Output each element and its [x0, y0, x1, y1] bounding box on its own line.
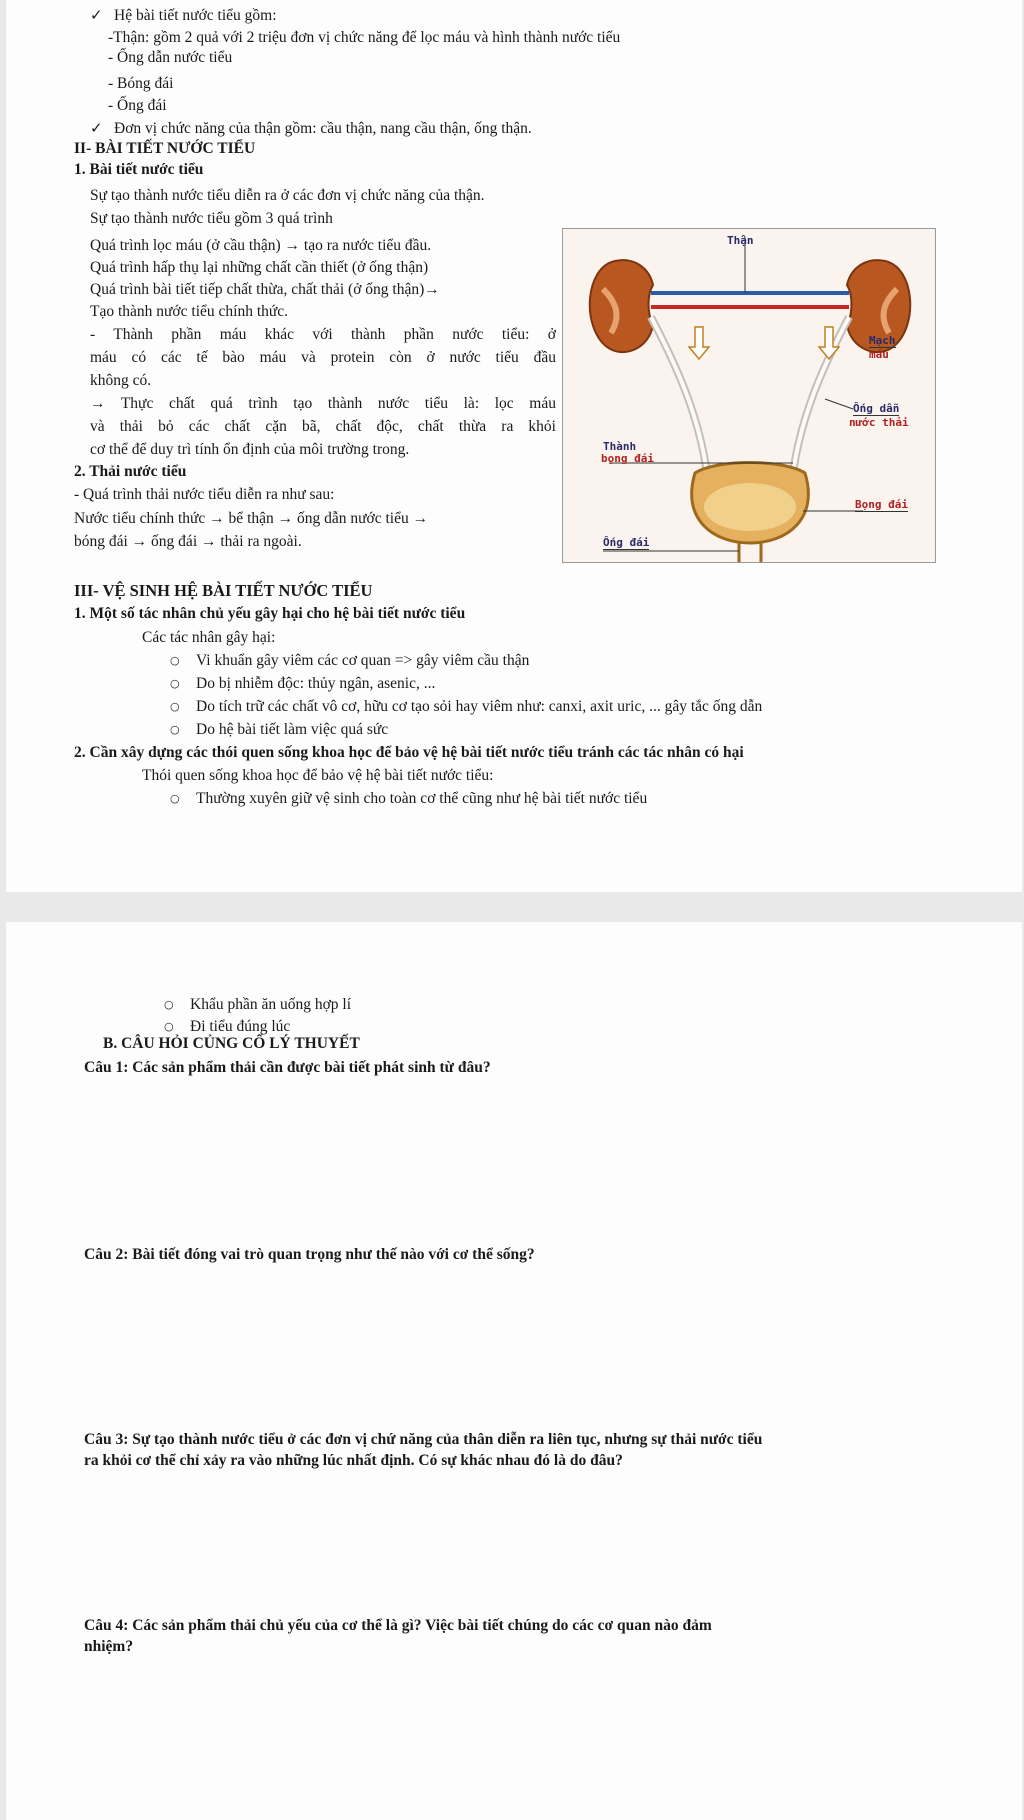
- subsection-heading: 2. Cần xây dựng các thói quen sống khoa học để bảo vệ hệ bài tiết nước tiểu tránh các tác nhân có hại: [74, 744, 744, 761]
- text-line: - Bóng đái: [108, 75, 174, 92]
- text-line: Sự tạo thành nước tiểu diễn ra ở các đơn vị chức năng của thận.: [90, 187, 485, 204]
- check-mark-icon: ✓: [90, 6, 103, 24]
- bullet-item: ○ Khẩu phần ăn uống hợp lí: [164, 996, 352, 1013]
- label-mau: máu: [869, 348, 889, 361]
- text-line: - Thành phần máu khác với thành phần nước tiểu: ở: [90, 326, 556, 343]
- document-page-1: [6, 0, 1022, 892]
- text-line: Quá trình lọc máu (ở cầu thận) → tạo ra nước tiểu đầu.: [90, 237, 432, 254]
- text-line: không có.: [90, 372, 152, 389]
- question-4-line-1: Câu 4: Các sản phẩm thải chủ yếu của cơ thể là gì? Việc bài tiết chúng do các cơ quan nào đảm: [84, 1617, 712, 1634]
- subsection-heading: 2. Thải nước tiểu: [74, 463, 187, 480]
- flow-arrow-left: [689, 327, 709, 359]
- bullet-item: ○ Do bị nhiễm độc: thủy ngân, asenic, ...: [170, 675, 436, 692]
- subsection-heading: 1. Bài tiết nước tiểu: [74, 161, 204, 178]
- hollow-circle-icon: ○: [170, 654, 180, 667]
- text-line: Nước tiểu chính thức → bể thận → ống dẫn nước tiểu →: [74, 510, 429, 527]
- ong-dan-pointer-line: [825, 399, 853, 409]
- question-1: Câu 1: Các sản phẩm thải cần được bài tiết phát sinh từ đâu?: [84, 1059, 491, 1076]
- text-line: Quá trình bài tiết tiếp chất thừa, chất thải (ở ống thận)→: [90, 281, 440, 298]
- question-3-line-1: Câu 3: Sự tạo thành nước tiểu ở các đơn vị chứ năng của thân diễn ra liên tục, nhưng sự thải nước tiểu: [84, 1431, 763, 1448]
- hollow-circle-icon: ○: [164, 1020, 174, 1033]
- label-ong-dai: Ống đái: [603, 536, 650, 549]
- text-line: bóng đái → ống đái → thải ra ngoài.: [74, 533, 302, 550]
- section-heading: B. CÂU HỎI CỦNG CỐ LÝ THUYẾT: [103, 1035, 360, 1052]
- text-line: Tạo thành nước tiểu chính thức.: [90, 303, 289, 320]
- bullet-item: ○ Vi khuẩn gây viêm các cơ quan => gây viêm cầu thận: [170, 652, 530, 669]
- text-line: - Quá trình thải nước tiểu diễn ra như sau:: [74, 486, 335, 503]
- text-line: máu có các tế bào máu và protein còn ở nước tiểu đầu: [90, 349, 556, 366]
- hollow-circle-icon: ○: [170, 700, 180, 713]
- hollow-circle-icon: ○: [164, 998, 174, 1011]
- label-mach: Mạch: [869, 334, 896, 347]
- bullet-item: ○ Do tích trữ các chất vô cơ, hữu cơ tạo sỏi hay viêm như: canxi, axit uric, ... gây tắc ống dẫn: [170, 698, 763, 715]
- text-line: - Ống đái: [108, 97, 167, 114]
- label-nuoc-thai: nước thải: [849, 416, 909, 429]
- bladder-inner: [704, 483, 796, 531]
- text-line: Thói quen sống khoa học để bảo vệ hệ bài tiết nước tiểu:: [142, 767, 494, 784]
- text-line: cơ thể để duy trì tính ổn định của môi trường trong.: [90, 441, 410, 458]
- section-heading: II- BÀI TIẾT NƯỚC TIỂU: [74, 140, 256, 157]
- text-line: Sự tạo thành nước tiểu gồm 3 quá trình: [90, 210, 333, 227]
- bullet-item: ○ Thường xuyên giữ vệ sinh cho toàn cơ thể cũng như hệ bài tiết nước tiểu: [170, 790, 648, 807]
- label-bong-dai-wall: bọng đái: [601, 452, 654, 465]
- label-ong-dan: Ống dẫn: [853, 402, 900, 415]
- hollow-circle-icon: ○: [170, 677, 180, 690]
- checklist-item: ✓ Đơn vị chức năng của thận gồm: cầu thận, nang cầu thận, ống thận.: [90, 119, 532, 137]
- label-bong-dai: Bọng đái: [855, 498, 908, 511]
- text-line: - Ống dẫn nước tiểu: [108, 49, 233, 66]
- hollow-circle-icon: ○: [170, 723, 180, 736]
- left-kidney-shape: [590, 260, 653, 352]
- document-page-2: [6, 922, 1022, 1820]
- label-than: Thận: [727, 234, 754, 247]
- question-4-line-2: nhiệm?: [84, 1638, 134, 1655]
- question-2: Câu 2: Bài tiết đóng vai trò quan trọng như thế nào với cơ thể sống?: [84, 1246, 535, 1263]
- urinary-system-diagram: [562, 228, 936, 563]
- text-line: Quá trình hấp thụ lại những chất cần thiết (ở ống thận): [90, 259, 429, 276]
- text-line: Các tác nhân gây hại:: [142, 629, 276, 646]
- bullet-item: ○ Do hệ bài tiết làm việc quá sức: [170, 721, 389, 738]
- hollow-circle-icon: ○: [170, 792, 180, 805]
- checklist-item: ✓ Hệ bài tiết nước tiểu gồm:: [90, 6, 277, 24]
- check-mark-icon: ✓: [90, 119, 103, 137]
- text-line: → Thực chất quá trình tạo thành nước tiểu là: lọc máu: [90, 395, 556, 412]
- question-3-line-2: ra khỏi cơ thể chỉ xảy ra vào những lúc nhất định. Có sự khác nhau đó là do đâu?: [84, 1452, 623, 1469]
- section-heading: III- VỆ SINH HỆ BÀI TIẾT NƯỚC TIỂU: [74, 581, 373, 600]
- bullet-item: ○ Đi tiểu đúng lúc: [164, 1018, 291, 1035]
- text-line: -Thận: gồm 2 quả với 2 triệu đơn vị chức năng để lọc máu và hình thành nước tiểu: [108, 29, 621, 46]
- subsection-heading: 1. Một số tác nhân chủ yếu gây hại cho hệ bài tiết nước tiểu: [74, 605, 466, 622]
- urinary-system-illustration: [563, 229, 936, 563]
- text-line: và thải bỏ các chất cặn bã, chất độc, chất thừa ra khỏi: [90, 418, 556, 435]
- label-thanh: Thành: [603, 440, 637, 453]
